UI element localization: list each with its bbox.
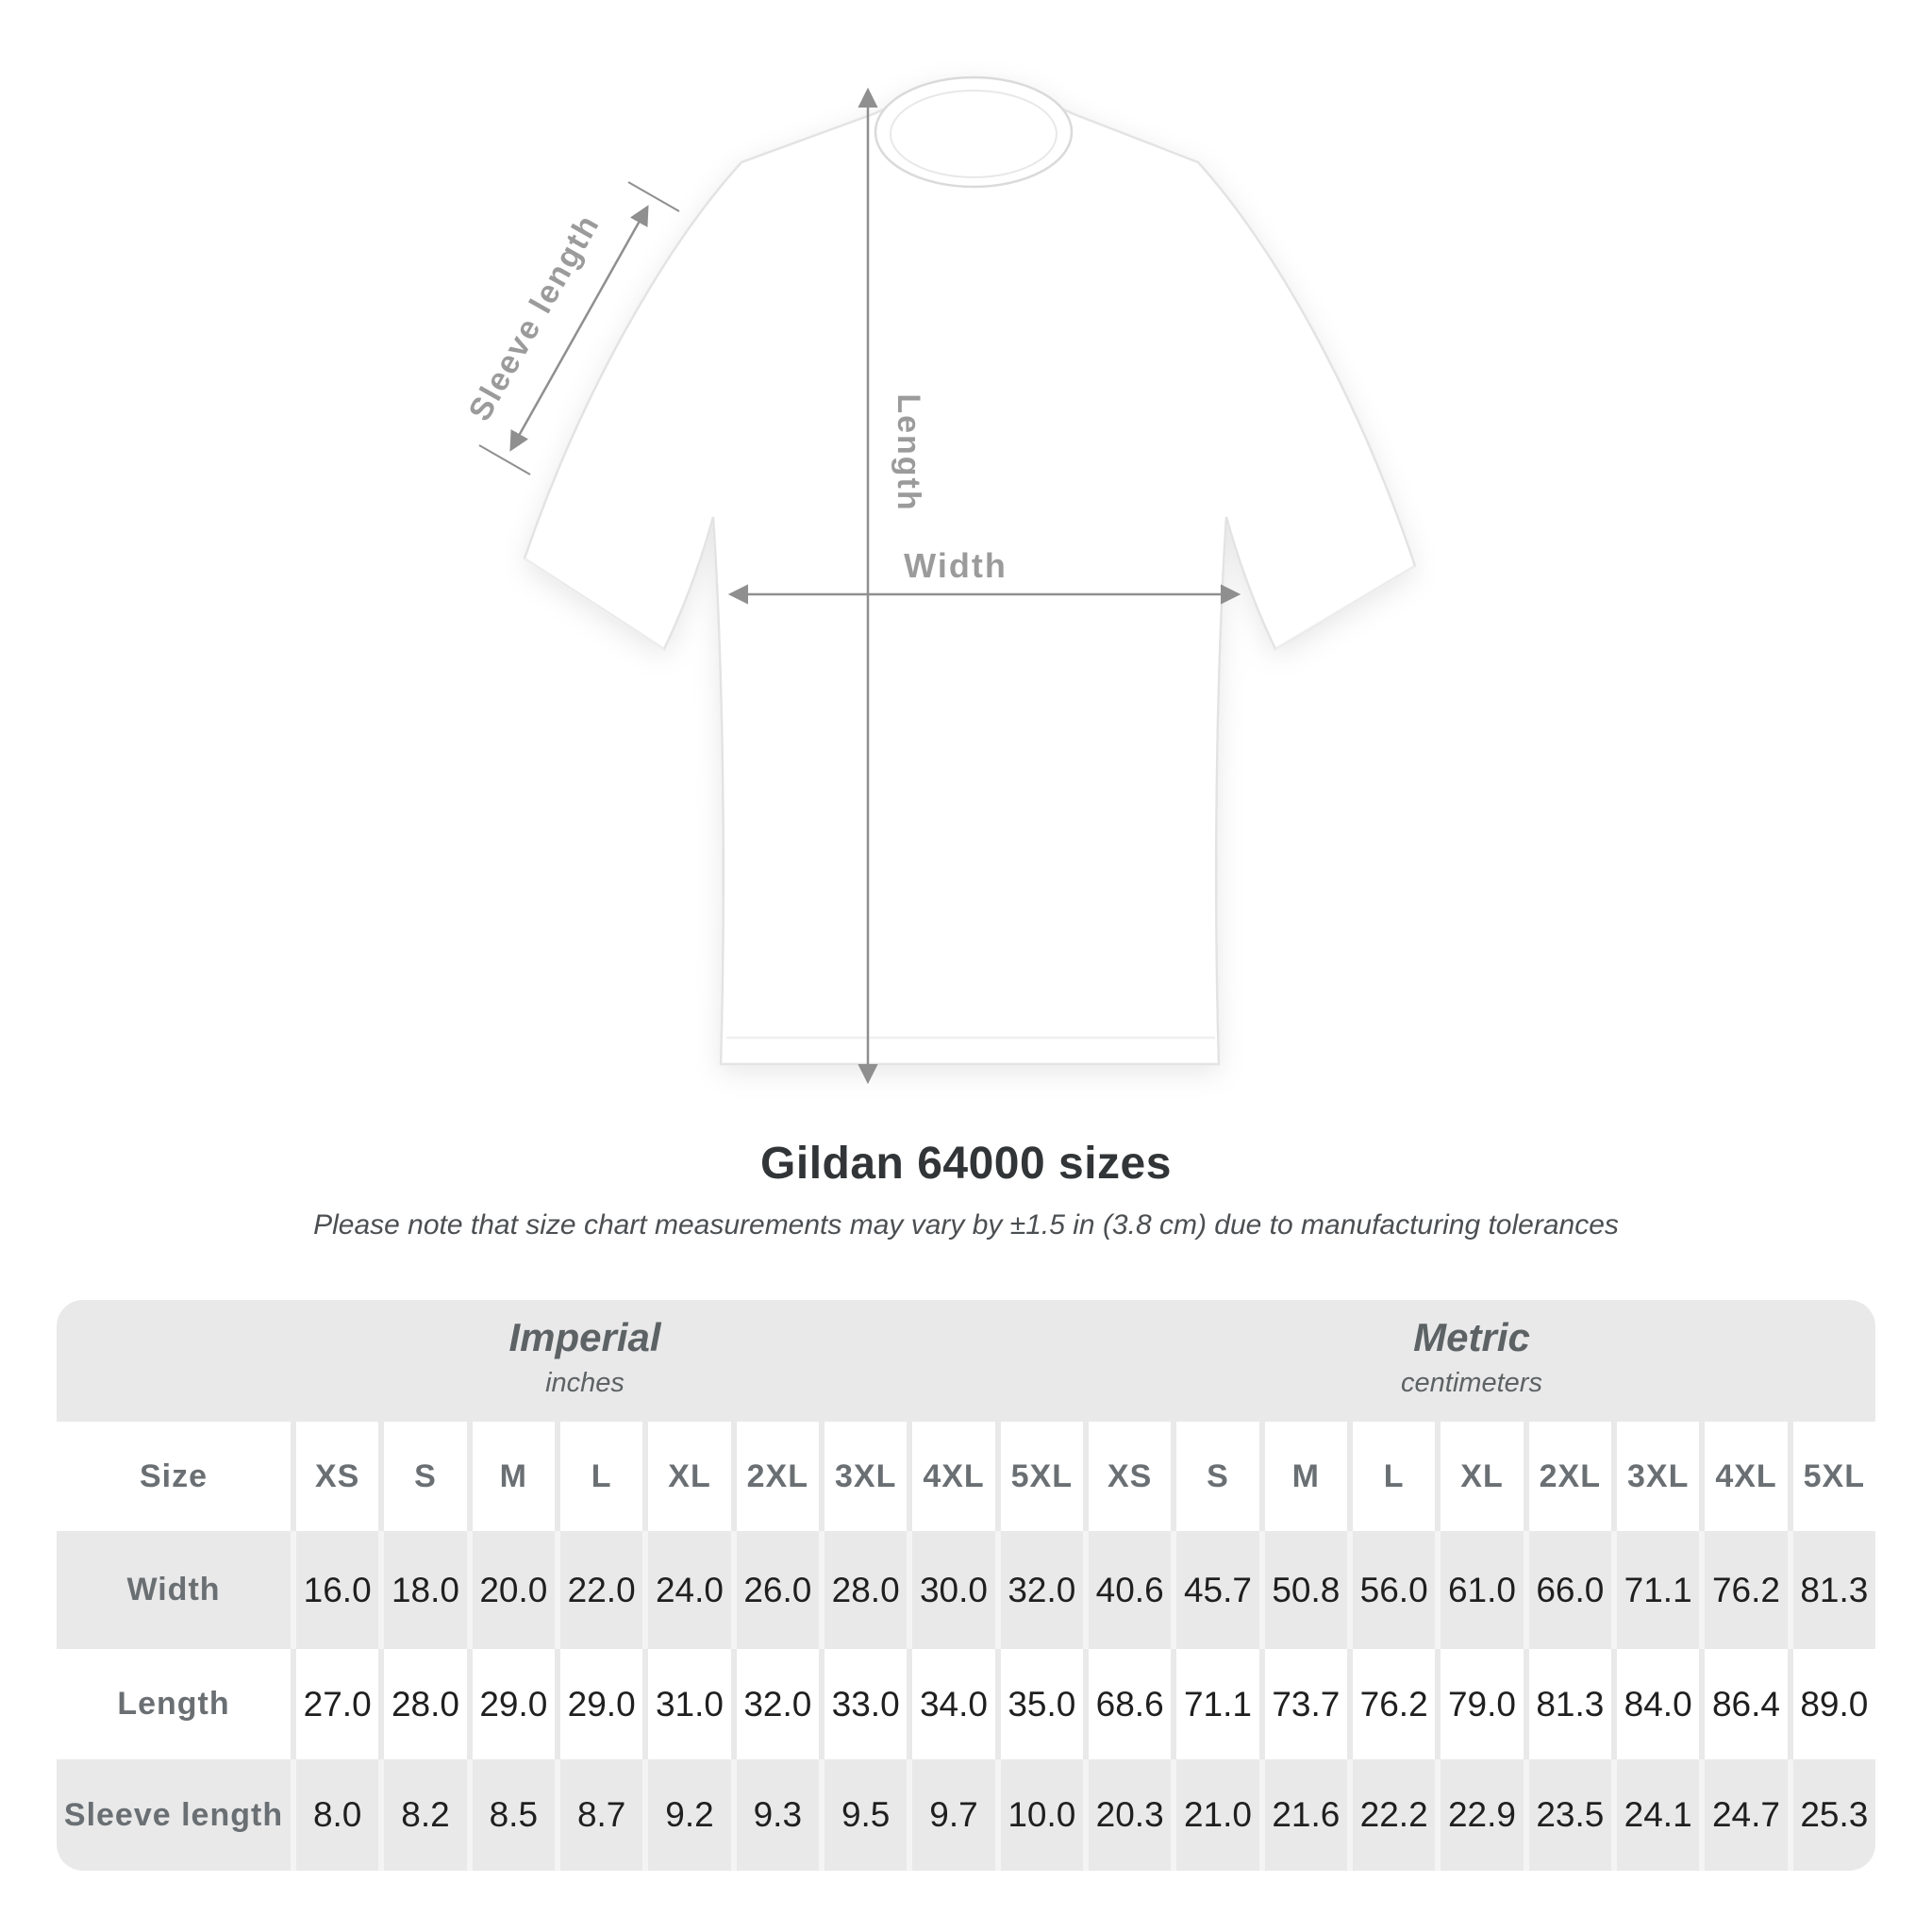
- row-label-length: Length: [57, 1649, 291, 1759]
- cell-sleeve-length-metric-5xl: 25.3: [1788, 1759, 1875, 1871]
- cell-width-imperial-3xl: 28.0: [819, 1531, 907, 1649]
- size-header-imperial-s: S: [378, 1422, 466, 1531]
- cell-length-metric-2xl: 81.3: [1524, 1649, 1611, 1759]
- row-label-sleeve-length: Sleeve length: [57, 1759, 291, 1871]
- unit-header-band: [57, 1300, 1875, 1422]
- size-header-metric-l: L: [1347, 1422, 1435, 1531]
- cell-length-imperial-s: 28.0: [378, 1649, 466, 1759]
- length-dimension-label: Length: [891, 393, 926, 512]
- cell-length-metric-xl: 79.0: [1435, 1649, 1523, 1759]
- size-header-metric-xs: XS: [1083, 1422, 1171, 1531]
- cell-width-imperial-l: 22.0: [555, 1531, 642, 1649]
- cell-sleeve-length-imperial-2xl: 9.3: [731, 1759, 819, 1871]
- cell-sleeve-length-metric-3xl: 24.1: [1611, 1759, 1699, 1871]
- size-table: [57, 1300, 1875, 1871]
- cell-width-metric-2xl: 66.0: [1524, 1531, 1611, 1649]
- unit-group-metric: [1401, 1315, 1542, 1399]
- size-header-metric-m: M: [1259, 1422, 1347, 1531]
- size-header-metric-5xl: 5XL: [1788, 1422, 1875, 1531]
- cell-width-imperial-5xl: 32.0: [995, 1531, 1083, 1649]
- size-column-title: Size: [57, 1422, 291, 1531]
- cell-width-metric-xs: 40.6: [1083, 1531, 1171, 1649]
- size-header-imperial-2xl: 2XL: [731, 1422, 819, 1531]
- cell-width-metric-l: 56.0: [1347, 1531, 1435, 1649]
- cell-length-imperial-3xl: 33.0: [819, 1649, 907, 1759]
- width-dimension-label: Width: [904, 546, 1008, 585]
- imperial-heading: Imperial: [508, 1315, 661, 1359]
- cell-width-metric-3xl: 71.1: [1611, 1531, 1699, 1649]
- imperial-unit-label: inches: [545, 1368, 625, 1398]
- cell-sleeve-length-imperial-m: 8.5: [467, 1759, 555, 1871]
- cell-sleeve-length-imperial-xs: 8.0: [291, 1759, 378, 1871]
- cell-length-metric-l: 76.2: [1347, 1649, 1435, 1759]
- cell-length-imperial-5xl: 35.0: [995, 1649, 1083, 1759]
- cell-width-imperial-4xl: 30.0: [907, 1531, 994, 1649]
- cell-length-metric-m: 73.7: [1259, 1649, 1347, 1759]
- size-header-metric-s: S: [1171, 1422, 1258, 1531]
- cell-sleeve-length-metric-m: 21.6: [1259, 1759, 1347, 1871]
- cell-width-imperial-xs: 16.0: [291, 1531, 378, 1649]
- size-header-metric-xl: XL: [1435, 1422, 1523, 1531]
- cell-sleeve-length-metric-xl: 22.9: [1435, 1759, 1523, 1871]
- size-header-imperial-5xl: 5XL: [995, 1422, 1083, 1531]
- size-header-imperial-4xl: 4XL: [907, 1422, 994, 1531]
- row-label-width: Width: [57, 1531, 291, 1649]
- cell-width-metric-4xl: 76.2: [1699, 1531, 1787, 1649]
- cell-sleeve-length-imperial-l: 8.7: [555, 1759, 642, 1871]
- cell-width-metric-xl: 61.0: [1435, 1531, 1523, 1649]
- metric-unit-label: centimeters: [1401, 1368, 1542, 1398]
- cell-length-imperial-4xl: 34.0: [907, 1649, 994, 1759]
- cell-sleeve-length-metric-s: 21.0: [1171, 1759, 1258, 1871]
- cell-width-imperial-xl: 24.0: [642, 1531, 730, 1649]
- cell-sleeve-length-metric-2xl: 23.5: [1524, 1759, 1611, 1871]
- cell-width-metric-m: 50.8: [1259, 1531, 1347, 1649]
- cell-sleeve-length-imperial-xl: 9.2: [642, 1759, 730, 1871]
- cell-sleeve-length-metric-xs: 20.3: [1083, 1759, 1171, 1871]
- cell-length-imperial-2xl: 32.0: [731, 1649, 819, 1759]
- cell-length-metric-4xl: 86.4: [1699, 1649, 1787, 1759]
- cell-length-metric-xs: 68.6: [1083, 1649, 1171, 1759]
- cell-width-metric-s: 45.7: [1171, 1531, 1258, 1649]
- cell-sleeve-length-metric-l: 22.2: [1347, 1759, 1435, 1871]
- cell-length-metric-s: 71.1: [1171, 1649, 1258, 1759]
- cell-width-imperial-m: 20.0: [467, 1531, 555, 1649]
- size-header-imperial-xl: XL: [642, 1422, 730, 1531]
- cell-sleeve-length-imperial-4xl: 9.7: [907, 1759, 994, 1871]
- cell-width-imperial-2xl: 26.0: [731, 1531, 819, 1649]
- size-table-grid: [57, 1422, 1875, 1871]
- cell-width-imperial-s: 18.0: [378, 1531, 466, 1649]
- size-header-metric-2xl: 2XL: [1524, 1422, 1611, 1531]
- cell-length-imperial-xl: 31.0: [642, 1649, 730, 1759]
- cell-length-metric-5xl: 89.0: [1788, 1649, 1875, 1759]
- cell-length-imperial-l: 29.0: [555, 1649, 642, 1759]
- collar: [875, 77, 1072, 187]
- size-header-imperial-xs: XS: [291, 1422, 378, 1531]
- unit-group-imperial: [508, 1315, 660, 1399]
- size-header-imperial-m: M: [467, 1422, 555, 1531]
- tolerance-note: Please note that size chart measurements may vary by ±1.5 in (3.8 cm) due to manufacturing tolerances: [313, 1209, 1619, 1241]
- metric-heading: Metric: [1413, 1315, 1530, 1359]
- cell-width-metric-5xl: 81.3: [1788, 1531, 1875, 1649]
- cell-length-imperial-m: 29.0: [467, 1649, 555, 1759]
- cell-sleeve-length-metric-4xl: 24.7: [1699, 1759, 1787, 1871]
- cell-length-metric-3xl: 84.0: [1611, 1649, 1699, 1759]
- size-header-imperial-3xl: 3XL: [819, 1422, 907, 1531]
- page-title: Gildan 64000 sizes: [760, 1139, 1172, 1189]
- size-header-metric-4xl: 4XL: [1699, 1422, 1787, 1531]
- cell-sleeve-length-imperial-s: 8.2: [378, 1759, 466, 1871]
- cell-sleeve-length-imperial-5xl: 10.0: [995, 1759, 1083, 1871]
- sleeve-length-dimension-label: Sleeve length: [461, 208, 608, 427]
- cell-length-imperial-xs: 27.0: [291, 1649, 378, 1759]
- size-header-metric-3xl: 3XL: [1611, 1422, 1699, 1531]
- cell-sleeve-length-imperial-3xl: 9.5: [819, 1759, 907, 1871]
- size-header-imperial-l: L: [555, 1422, 642, 1531]
